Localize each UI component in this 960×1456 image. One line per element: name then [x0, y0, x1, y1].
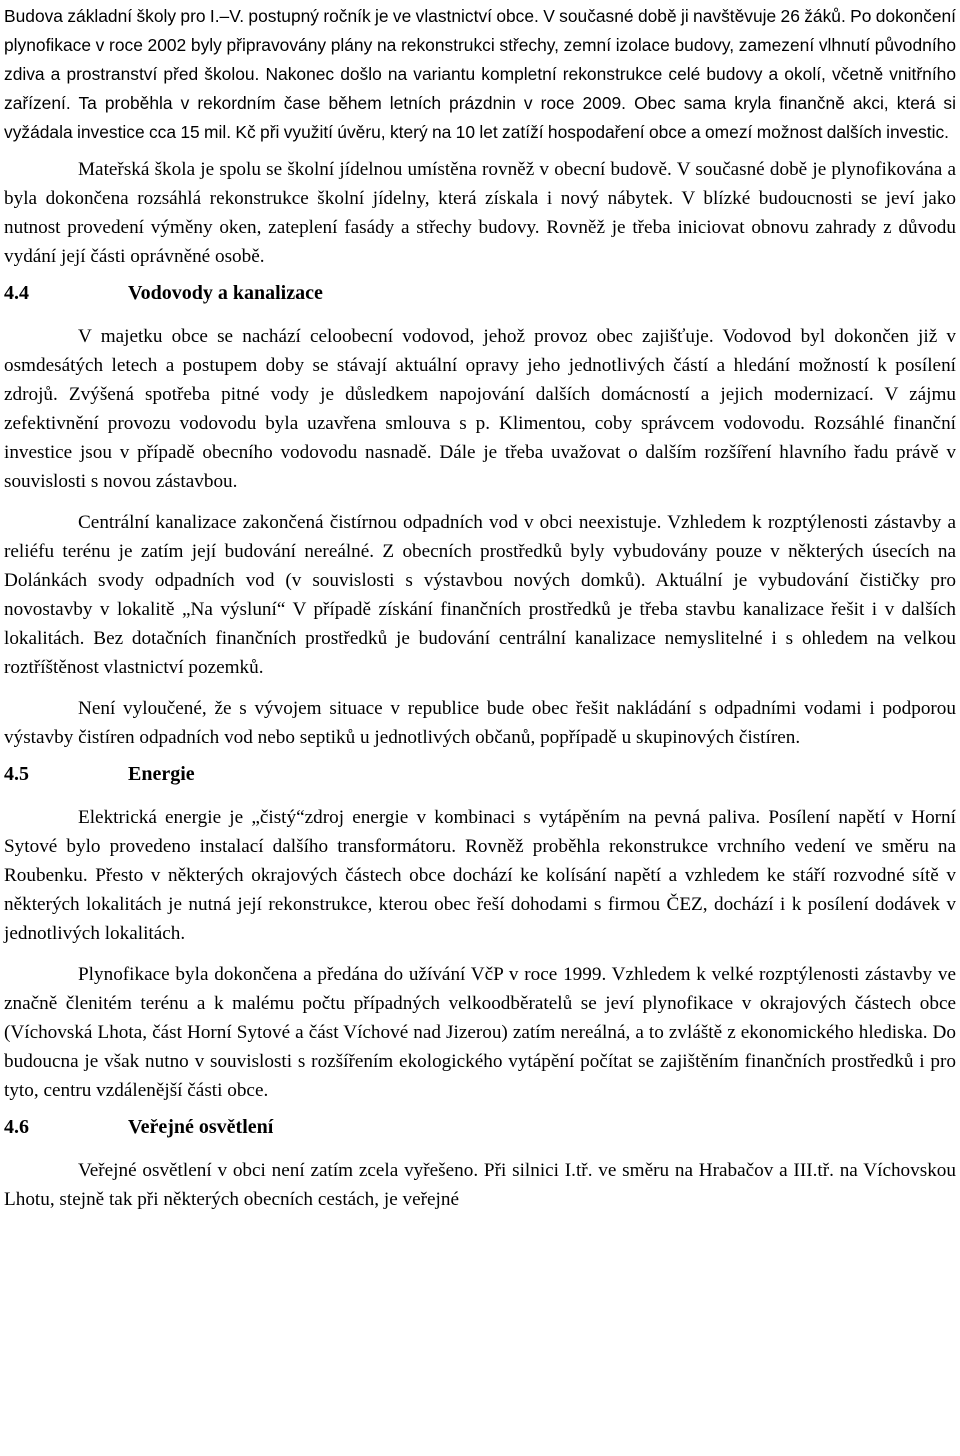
kindergarten-paragraph: Mateřská škola je spolu se školní jídelnou umístěna rovněž v obecní budově. V současné době je plynofikována a byla dokončena rozsáhlá rekonstrukce školní jídelny, která získala i nový nábytek. V blízké budoucnosti se jeví jako nutnost provedení výměny oken, zateplení fasády a střechy budovy. Rovněž je třeba iniciovat obnovu zahrady z důvodu vydání její části oprávněné osobě.: [4, 159, 956, 267]
electricity-paragraph: Elektrická energie je „čistý“zdroj energie v kombinaci s vytápěním na pevná paliva. Posílení napětí v Horní Sytové bylo provedeno instalací dalšího transformátoru. Rovněž proběhla rekonstrukce vrchního vedení ve směru na Roubenku. Přesto v některých okrajových částech obce dochází ke kolísání napětí a vzhledem ke stáří rozvodné sítě v některých lokalitách je nutná její rekonstrukce, kterou obec řeší dohodami s firmou ČEZ, dochází i k posílení dodávek v jednotlivých lokalitách.: [4, 807, 956, 944]
section-heading-4-4: [4, 279, 956, 308]
section-title: Energie: [128, 763, 195, 785]
sewerage-paragraph: Centrální kanalizace zakončená čistírnou odpadních vod v obci neexistuje. Vzhledem k rozptýlenosti zástavby a reliéfu terénu je zatím její budování nereálné. Z obecních prostředků byly vybudovány pouze v některých úsecích na Dolánkách svody odpadních vod (v souvislosti s výstavbou nových domků). Aktuální je vybudování čističky pro novostavby v lokalitě „Na výsluní“ V případě získání finančních prostředků je třeba stavbu kanalizace řešit i v dalších lokalitách. Bez dotačních finančních prostředků je budování centrální kanalizace nemyslitelné i s ohledem na velkou roztříštěnost vlastnictví pozemků.: [4, 512, 956, 678]
section-title: Veřejné osvětlení: [128, 1116, 274, 1138]
section-title: Vodovody a kanalizace: [128, 282, 323, 304]
gas-paragraph: Plynofikace byla dokončena a předána do užívání VčP v roce 1999. Vzhledem k velké rozptýlenosti zástavby ve značně členitém terénu a k malému počtu případných velkoodběratelů se jeví plynofikace v okrajových částech obce (Víchovská Lhota, část Horní Sytové a část Víchové nad Jizerou) zatím nereálná, a to zvláště z ekonomického hlediska. Do budoucna je však nutno v souvislosti s rozšířením ekologického vytápění počítat se zajištěním finančních prostředků i pro tyto, centru vzdálenější části obce.: [4, 964, 956, 1101]
school-paragraph-part-b: Nakonec došlo na variantu kompletní rekonstrukce celé budovy a okolí, včetně vnitřního zařízení. Ta proběhla v rekordním čase během letních prázdnin v roce 2009. Obec sama kryla finančně akci, která si vyžádala investice cca 15 mil. Kč při využití úvěru, který na 10 let zatíží hospodaření obce a omezí možnost dalších investic.: [4, 64, 956, 142]
document-page: [4, 2, 956, 1214]
wastewater-future-paragraph: Není vyloučené, že s vývojem situace v republice bude obec řešit nakládání s odpadními vodami i podporou výstavby čistíren odpadních vod nebo septiků u jednotlivých občanů, popřípadě u skupinových čistíren.: [4, 698, 956, 748]
section-number: 4.4: [4, 282, 29, 304]
section-heading-4-6: [4, 1113, 956, 1142]
section-number: 4.5: [4, 763, 29, 785]
water-supply-paragraph: V majetku obce se nachází celoobecní vodovod, jehož provoz obec zajišťuje. Vodovod byl dokončen již v osmdesátých letech a postupem doby se stávají aktuální opravy jeho jednotlivých částí a hledání možností k posílení zdrojů. Zvýšená spotřeba pitné vody je důsledkem napojování dalších domácností a jejich modernizací. V zájmu zefektivnění provozu vodovodu byla uzavřena smlouva s p. Klimentou, coby správcem vodovodu. Rozsáhlé finanční investice jsou v případě obecního vodovodu nasnadě. Dále je třeba uvažovat o dalším rozšíření hlavního řadu právě v souvislosti s novou zástavbou.: [4, 326, 956, 492]
school-paragraph-part-a: Budova základní školy pro I.–V. postupný ročník je ve vlastnictví obce. V současné době ji navštěvuje 26 žáků. Po dokončení plynofikace v roce 2002 byly připravovány plány na rekonstrukci střechy, zemní izolace budovy, zamezení vlhnutí původního zdiva a prostranství před školou.: [4, 6, 956, 84]
public-lighting-paragraph: Veřejné osvětlení v obci není zatím zcela vyřešeno. Při silnici I.tř. ve směru na Hrabačov a III.tř. na Víchovskou Lhotu, stejně tak při některých obecních cestách, je veřejné: [4, 1160, 956, 1210]
section-heading-4-5: [4, 760, 956, 789]
section-number: 4.6: [4, 1116, 29, 1138]
school-paragraph: [4, 2, 956, 147]
